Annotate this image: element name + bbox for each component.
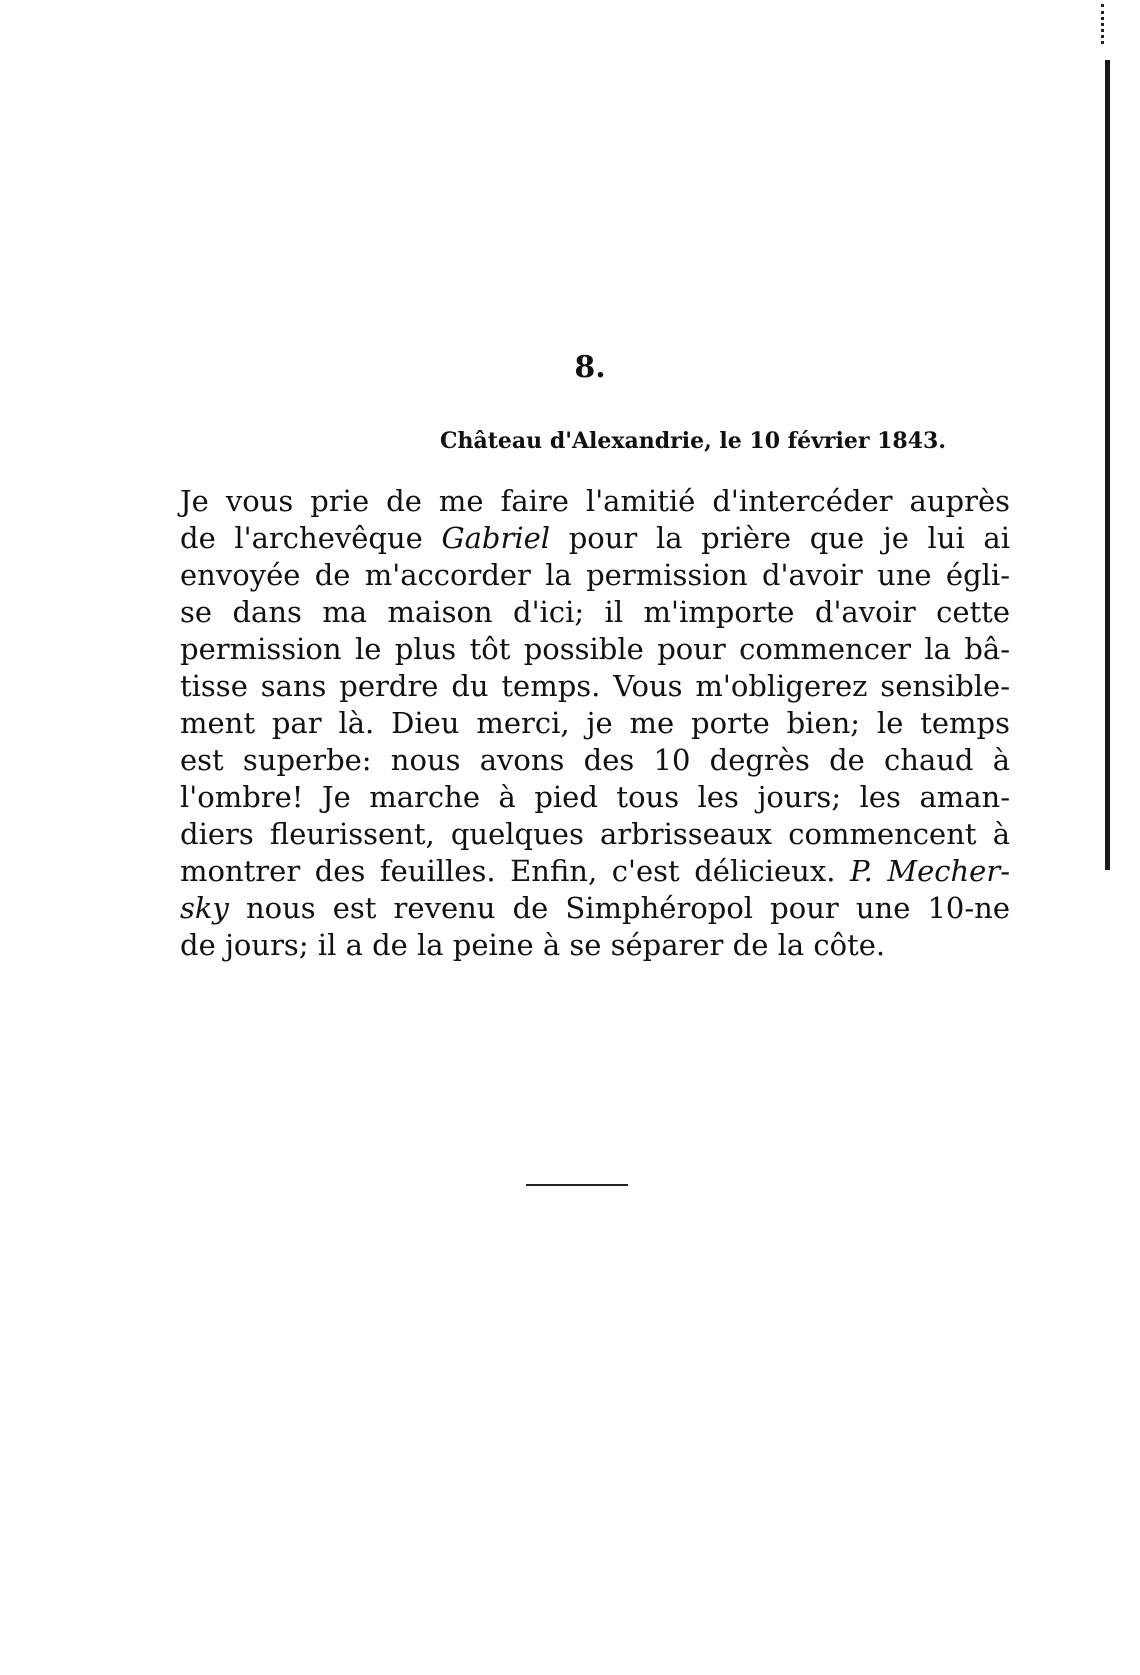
text-line: de jours; il a de la peine à se séparer de la côte. bbox=[180, 928, 886, 962]
section-divider bbox=[526, 1184, 628, 1186]
name-mechersky: P. Mecher- bbox=[849, 854, 1010, 888]
text-line bbox=[180, 890, 1010, 927]
text-segment: nous est revenu de Simphéropol pour une 10-ne bbox=[228, 891, 1010, 925]
text-line: envoyée de m'accorder la permission d'avoir une égli- bbox=[180, 558, 1010, 592]
text-line bbox=[180, 853, 1010, 890]
text-line: est superbe: nous avons des 10 degrès de chaud à bbox=[180, 743, 1010, 777]
text-line bbox=[180, 520, 1010, 557]
text-line: se dans ma maison d'ici; il m'importe d'avoir cette bbox=[180, 595, 1010, 629]
text-line: l'ombre! Je marche à pied tous les jours; les aman- bbox=[180, 780, 1010, 814]
text-line: diers fleurissent, quelques arbrisseaux commencent à bbox=[180, 817, 1010, 851]
letter-body bbox=[180, 483, 1010, 964]
text-line: tisse sans perdre du temps. Vous m'obligerez sensible- bbox=[180, 669, 1010, 703]
text-segment: montrer des feuilles. Enfin, c'est délicieux. bbox=[180, 854, 850, 888]
name-mechersky-end: sky bbox=[180, 891, 229, 925]
text-line: permission le plus tôt possible pour commencer la bâ- bbox=[180, 632, 1010, 666]
text-line: ment par là. Dieu merci, je me porte bien; le temps bbox=[180, 706, 1010, 740]
text-segment: de l'archevêque bbox=[180, 521, 442, 555]
page-edge-shadow bbox=[1105, 60, 1110, 870]
letter-number: 8. bbox=[574, 350, 606, 385]
letter-dateline: Château d'Alexandrie, le 10 février 1843. bbox=[440, 428, 946, 454]
name-gabriel: Gabriel bbox=[441, 521, 551, 555]
text-line: Je vous prie de me faire l'amitié d'intercéder auprès bbox=[180, 484, 1010, 518]
page-edge-marks bbox=[1101, 4, 1109, 44]
text-segment: pour la prière que je lui ai bbox=[550, 521, 1010, 555]
